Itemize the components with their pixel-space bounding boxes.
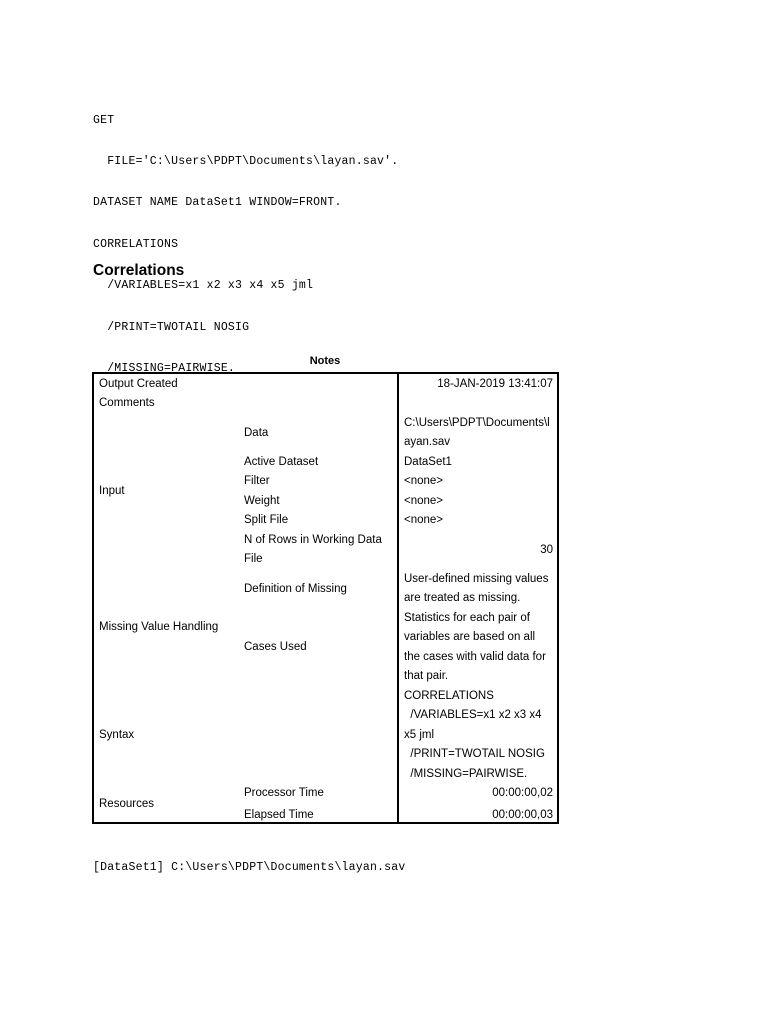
input-label: Input — [99, 485, 125, 497]
filter-value: <none> — [404, 475, 444, 487]
definition-of-missing-label: Definition of Missing — [244, 583, 347, 595]
n-rows-label-line: File — [244, 553, 263, 565]
weight-value: <none> — [404, 495, 444, 507]
syntax-value-line: CORRELATIONS — [404, 690, 494, 702]
cases-used-value-line: the cases with valid data for — [404, 651, 546, 663]
active-dataset-label: Active Dataset — [244, 456, 319, 468]
definition-value-line: are treated as missing. — [404, 592, 521, 604]
syntax-value-line: /PRINT=TWOTAIL NOSIG — [404, 748, 545, 760]
processor-time-value: 00:00:00,02 — [492, 787, 553, 799]
output-created-value: 18-JAN-2019 13:41:07 — [437, 378, 553, 390]
split-file-value: <none> — [404, 514, 444, 526]
elapsed-time-value: 00:00:00,03 — [492, 809, 553, 821]
syntax-value-line: /MISSING=PAIRWISE. — [404, 768, 528, 780]
cases-used-value-line: Statistics for each pair of — [404, 612, 530, 624]
active-dataset-value: DataSet1 — [404, 456, 452, 468]
notes-table-caption: Notes — [309, 355, 341, 367]
data-value-line: ayan.sav — [404, 436, 451, 448]
syntax-line: FILE='C:\Users\PDPT\Documents\layan.sav'. — [93, 154, 399, 168]
data-value-line: C:\Users\PDPT\Documents\l — [404, 417, 550, 429]
comments-label: Comments — [99, 397, 155, 409]
filter-label: Filter — [244, 475, 270, 487]
syntax-line: GET — [93, 113, 115, 127]
cases-used-value-line: variables are based on all — [404, 631, 536, 643]
syntax-line: DATASET NAME DataSet1 WINDOW=FRONT. — [93, 196, 342, 210]
definition-value-line: User-defined missing values — [404, 573, 549, 585]
n-rows-label-line: N of Rows in Working Data — [244, 534, 382, 546]
active-dataset-path: [DataSet1] C:\Users\PDPT\Documents\layan.sav — [93, 861, 406, 874]
cases-used-label: Cases Used — [244, 641, 307, 653]
syntax-line: /MISSING=PAIRWISE. — [93, 361, 236, 375]
processor-time-label: Processor Time — [244, 787, 324, 799]
elapsed-time-label: Elapsed Time — [244, 809, 314, 821]
section-title: Correlations — [93, 262, 185, 279]
syntax-line: /VARIABLES=x1 x2 x3 x4 x5 jml — [93, 279, 314, 293]
output-created-label: Output Created — [99, 378, 178, 390]
weight-label: Weight — [244, 495, 280, 507]
syntax-log — [93, 86, 398, 390]
syntax-value-line: /VARIABLES=x1 x2 x3 x4 — [404, 709, 542, 721]
cases-used-value-line: that pair. — [404, 670, 449, 682]
syntax-line: CORRELATIONS — [93, 237, 179, 251]
n-rows-value: 30 — [540, 544, 553, 556]
missing-value-handling-label: Missing Value Handling — [99, 621, 219, 633]
column-divider — [397, 374, 399, 822]
syntax-line: /PRINT=TWOTAIL NOSIG — [93, 320, 250, 334]
syntax-value-line: x5 jml — [404, 729, 435, 741]
data-label: Data — [244, 427, 269, 439]
syntax-label: Syntax — [99, 729, 135, 741]
resources-label: Resources — [99, 798, 154, 810]
notes-table — [92, 372, 559, 824]
split-file-label: Split File — [244, 514, 289, 526]
